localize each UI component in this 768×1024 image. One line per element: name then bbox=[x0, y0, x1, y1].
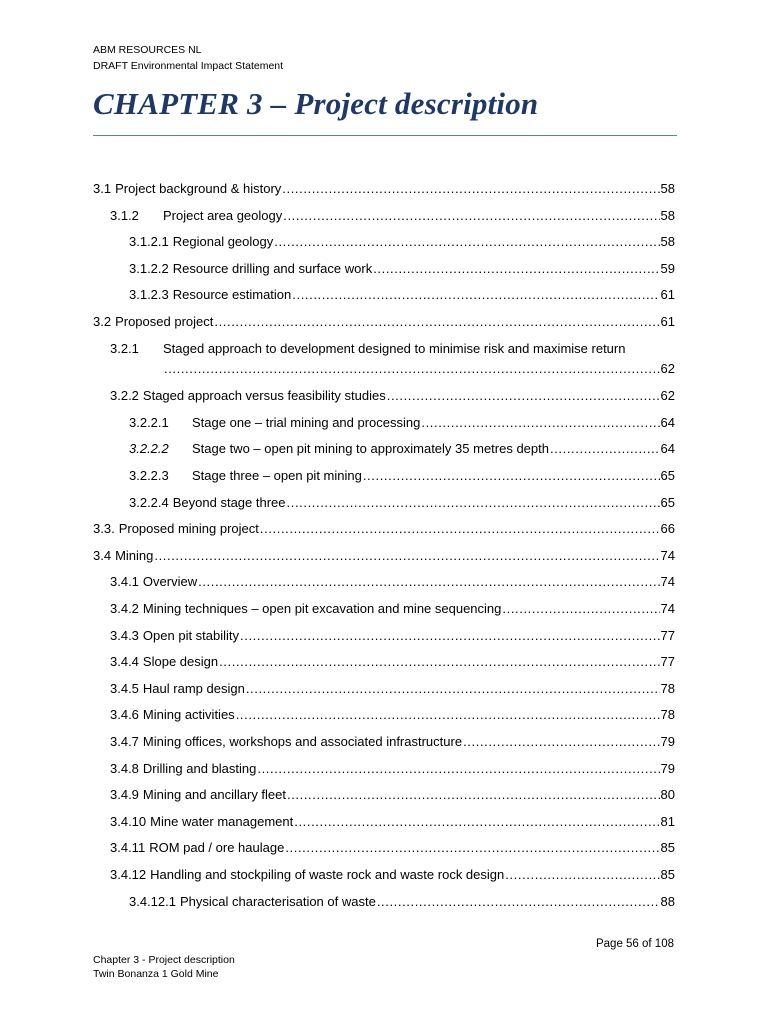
toc-leader-dots bbox=[283, 203, 659, 229]
toc-entry-number: 3.4.1 bbox=[110, 574, 139, 590]
toc-entry[interactable] bbox=[110, 702, 675, 728]
toc-leader-dots bbox=[260, 516, 660, 542]
toc-entry-title: Handling and stockpiling of waste rock and waste rock design bbox=[150, 867, 505, 882]
toc-leader-dots bbox=[257, 756, 659, 782]
toc-leader-dots bbox=[287, 490, 660, 516]
toc-entry[interactable] bbox=[93, 176, 675, 202]
toc-entry[interactable] bbox=[129, 889, 675, 915]
toc-entry[interactable] bbox=[110, 649, 675, 675]
toc-entry-number: 3.1.2.1 bbox=[129, 234, 169, 250]
toc-leader-dots bbox=[219, 649, 659, 675]
toc-entry-title: Mining and ancillary fleet bbox=[142, 787, 286, 803]
toc-leader-dots bbox=[550, 436, 660, 462]
toc-entry-title: Proposed mining project bbox=[118, 521, 259, 537]
toc-entry-number: 3.4.11 bbox=[110, 840, 146, 856]
toc-entry[interactable] bbox=[110, 835, 675, 861]
toc-leader-dots bbox=[164, 356, 660, 382]
toc-leader-dots bbox=[294, 809, 659, 835]
toc-entry-page: 66 bbox=[660, 521, 675, 537]
toc-entry-page: 78 bbox=[660, 680, 675, 696]
toc-entry-page: 74 bbox=[660, 574, 675, 590]
toc-entry-number: 3.2.1 bbox=[110, 340, 139, 356]
toc-entry-number: 3.2.2.3 bbox=[129, 468, 169, 483]
toc-entry-page: 88 bbox=[660, 893, 675, 909]
document-name: DRAFT Environmental Impact Statement bbox=[93, 60, 284, 72]
toc-entry-page: 62 bbox=[660, 388, 675, 404]
toc-entry[interactable] bbox=[110, 623, 675, 649]
toc-entry-page: 58 bbox=[660, 234, 675, 250]
toc-entry-number: 3.1 bbox=[93, 181, 112, 196]
page-footer bbox=[93, 953, 235, 981]
toc-entry-number: 3.2 bbox=[93, 314, 112, 329]
toc-entry-page: 80 bbox=[660, 787, 675, 803]
toc-entry[interactable] bbox=[110, 729, 675, 755]
toc-entry-title: Resource drilling and surface work bbox=[172, 260, 373, 276]
toc-leader-dots bbox=[373, 256, 659, 282]
toc-entry-page: 85 bbox=[660, 867, 675, 882]
toc-entry[interactable] bbox=[110, 383, 675, 409]
toc-entry-number: 3.4.7 bbox=[110, 734, 139, 749]
toc-entry-title: Mining offices, workshops and associated infrastructure bbox=[142, 734, 463, 749]
toc-entry-title: Staged approach versus feasibility studies bbox=[142, 388, 386, 404]
toc-entry-number: 3.2.2.2 bbox=[129, 441, 169, 457]
toc-entry-title: Project background & history bbox=[115, 181, 282, 196]
toc-entry-number: 3.4.2 bbox=[110, 601, 139, 616]
toc-leader-dots bbox=[154, 543, 659, 569]
toc-leader-dots bbox=[463, 729, 659, 755]
toc-leader-dots bbox=[198, 569, 659, 595]
toc-entry-page: 85 bbox=[660, 840, 675, 856]
toc-entry-page: 62 bbox=[660, 360, 675, 376]
toc-entry-title: Resource estimation bbox=[172, 287, 292, 303]
toc-entry-page: 61 bbox=[660, 287, 675, 303]
title-underline bbox=[93, 135, 677, 136]
toc-entry-page: 59 bbox=[660, 260, 675, 276]
toc-entry[interactable] bbox=[93, 309, 675, 335]
toc-leader-dots bbox=[274, 229, 659, 255]
toc-entry-title: Mine water management bbox=[150, 813, 294, 829]
toc-entry[interactable] bbox=[129, 490, 675, 516]
toc-entry-page: 65 bbox=[660, 494, 675, 510]
toc-entry-page: 78 bbox=[660, 707, 675, 723]
chapter-title: CHAPTER 3 – Project description bbox=[93, 86, 539, 121]
company-name: ABM RESOURCES NL bbox=[93, 44, 202, 56]
toc-entry-number: 3.2.2 bbox=[110, 388, 139, 404]
toc-entry-number: 3.4.12.1 bbox=[129, 893, 176, 909]
toc-leader-dots bbox=[505, 862, 659, 888]
toc-entry-page: 64 bbox=[660, 441, 675, 457]
toc-entry[interactable] bbox=[129, 463, 675, 489]
toc-entry-title: Mining bbox=[115, 547, 154, 563]
page-header bbox=[93, 42, 283, 74]
toc-entry[interactable] bbox=[110, 862, 675, 888]
toc-leader-dots bbox=[285, 835, 659, 861]
toc-leader-dots bbox=[236, 702, 660, 728]
toc-entry-page: 65 bbox=[660, 468, 675, 483]
toc-entry-page: 79 bbox=[660, 760, 675, 776]
toc-entry-title: Mining activities bbox=[142, 707, 235, 723]
toc-entry[interactable] bbox=[129, 410, 675, 436]
toc-entry-number: 3.1.2.3 bbox=[129, 287, 169, 303]
toc-entry-title: Stage one – trial mining and processing bbox=[192, 414, 421, 430]
toc-entry-continuation[interactable] bbox=[163, 356, 675, 382]
toc-entry-page: 81 bbox=[660, 813, 675, 829]
toc-entry-number: 3.1.2 bbox=[110, 207, 139, 223]
toc-entry-number: 3.4.6 bbox=[110, 707, 139, 723]
toc-entry-page: 58 bbox=[660, 207, 675, 223]
toc-entry-number: 3.4.8 bbox=[110, 760, 139, 776]
toc-entry-title: Open pit stability bbox=[142, 627, 240, 643]
toc-entry-page: 74 bbox=[660, 601, 675, 616]
toc-entry-number: 3.4.12 bbox=[110, 867, 147, 882]
toc-leader-dots bbox=[292, 282, 659, 308]
toc-entry-page: 58 bbox=[660, 181, 675, 196]
toc-leader-dots bbox=[421, 410, 659, 436]
toc-leader-dots bbox=[387, 383, 660, 409]
toc-entry-number: 3.2.2.4 bbox=[129, 494, 169, 510]
toc-entry-title: Slope design bbox=[142, 654, 219, 670]
toc-entry[interactable] bbox=[129, 282, 675, 308]
toc-entry[interactable] bbox=[110, 569, 675, 595]
toc-entry-title: ROM pad / ore haulage bbox=[149, 840, 285, 856]
toc-leader-dots bbox=[214, 309, 659, 335]
toc-entry-title: Project area geology bbox=[163, 207, 283, 223]
toc-entry-title: Stage three – open pit mining bbox=[192, 468, 362, 483]
toc-leader-dots bbox=[240, 623, 660, 649]
toc-entry[interactable] bbox=[129, 436, 675, 462]
toc-entry[interactable] bbox=[110, 203, 675, 229]
toc-entry[interactable] bbox=[129, 256, 675, 282]
toc-entry-number: 3.4 bbox=[93, 547, 112, 563]
toc-entry[interactable] bbox=[110, 809, 675, 835]
toc-entry-number: 3.3. bbox=[93, 521, 115, 537]
toc-entry-number: 3.4.3 bbox=[110, 627, 139, 643]
toc-entry-page: 77 bbox=[660, 627, 675, 643]
toc-entry-title: Haul ramp design bbox=[142, 680, 245, 696]
toc-entry-title: Proposed project bbox=[115, 314, 214, 329]
toc-entry[interactable] bbox=[129, 229, 675, 255]
toc-entry-number: 3.4.10 bbox=[110, 813, 147, 829]
toc-entry-page: 74 bbox=[660, 547, 675, 563]
toc-entry-title: Mining techniques – open pit excavation and mine sequencing bbox=[142, 601, 502, 616]
toc-leader-dots bbox=[377, 889, 660, 915]
toc-entry[interactable] bbox=[110, 756, 675, 782]
toc-entry-number: 3.2.2.1 bbox=[129, 414, 169, 430]
toc-entry[interactable] bbox=[110, 596, 675, 622]
footer-project: Twin Bonanza 1 Gold Mine bbox=[93, 968, 219, 980]
toc-entry-title: Stage two – open pit mining to approximately 35 metres depth bbox=[192, 441, 549, 457]
toc-entry-number: 3.4.4 bbox=[110, 654, 139, 670]
toc-entry[interactable] bbox=[110, 782, 675, 808]
toc-entry-number: 3.1.2.2 bbox=[129, 260, 169, 276]
footer-chapter: Chapter 3 - Project description bbox=[93, 954, 235, 966]
toc-leader-dots bbox=[287, 782, 660, 808]
toc-entry-title: Drilling and blasting bbox=[142, 760, 257, 776]
toc-leader-dots bbox=[363, 463, 660, 489]
toc-entry-page: 64 bbox=[660, 414, 675, 430]
toc-leader-dots bbox=[246, 676, 660, 702]
toc-entry-page: 79 bbox=[660, 734, 675, 749]
toc-entry-number: 3.4.9 bbox=[110, 787, 139, 803]
toc-entry-number: 3.4.5 bbox=[110, 680, 139, 696]
toc-entry-title: Overview bbox=[142, 574, 198, 590]
toc-entry-title: Beyond stage three bbox=[172, 494, 286, 510]
toc-leader-dots bbox=[502, 596, 659, 622]
toc-entry-page: 77 bbox=[660, 654, 675, 670]
toc-entry-title: Staged approach to development designed to minimise risk and maximise return bbox=[163, 340, 626, 356]
toc-entry-page: 61 bbox=[660, 314, 675, 329]
toc-entry[interactable] bbox=[93, 543, 675, 569]
toc-leader-dots bbox=[282, 176, 659, 202]
page-number: Page 56 of 108 bbox=[595, 938, 674, 950]
toc-entry-title: Physical characterisation of waste bbox=[180, 893, 376, 909]
toc-entry-title: Regional geology bbox=[172, 234, 274, 250]
toc-entry[interactable] bbox=[93, 516, 675, 542]
toc-entry[interactable] bbox=[110, 676, 675, 702]
